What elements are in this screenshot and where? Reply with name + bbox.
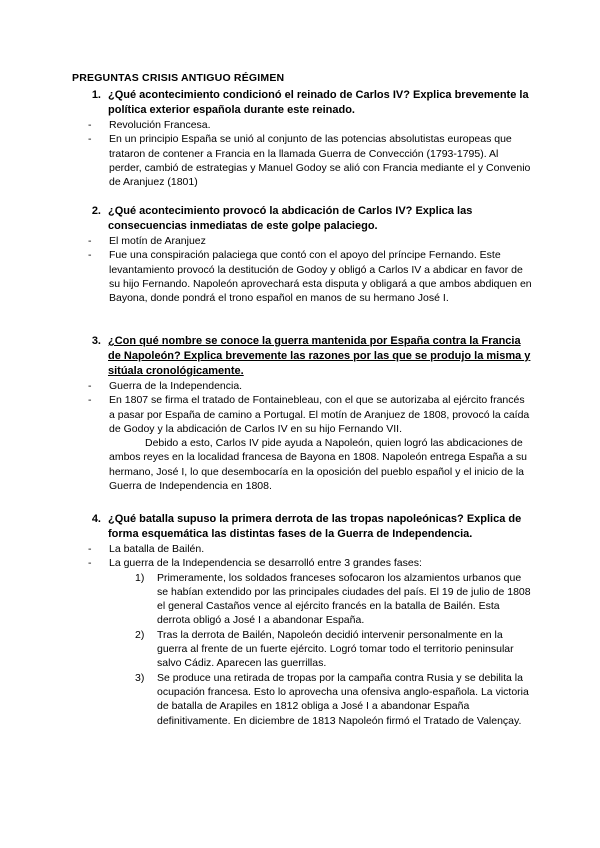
dash-bullet: -: [88, 380, 92, 392]
question-text: ¿Qué batalla supuso la primera derrota de las tropas napoleónicas? Explica de forma esquemática las distintas fases de la Guerra de Independencia.: [108, 513, 522, 540]
question-heading: [72, 512, 532, 542]
phase-number: 3): [135, 671, 145, 684]
phase-number: 2): [135, 628, 145, 641]
answer-paragraph: La guerra de la Independencia se desarrolló entre 3 grandes fases:: [109, 557, 422, 570]
dash-bullet: -: [88, 543, 92, 555]
question-number: 1.: [91, 89, 101, 101]
answer-text: Fue una conspiración palaciega que contó con el apoyo del príncipe Fernando. Este levantamiento provocó la destitución de Godoy y obligó a Carlos IV a abdicar en favor de su hijo Fernando. Napoleón aprovechará esta disputa y obligará a que ambos abdiquen en Bayona, donde pondrá el trono español en manos de su hermano José I.: [109, 249, 532, 305]
answer-item: [72, 234, 532, 248]
question-text: ¿Qué acontecimiento provocó la abdicación de Carlos IV? Explica las consecuencias inmediatas de este golpe palaciego.: [108, 205, 473, 232]
phase-item: [129, 628, 532, 671]
question-heading: [72, 204, 532, 234]
dash-bullet: -: [88, 394, 92, 407]
dash-bullet: -: [88, 119, 92, 131]
answer-text: Guerra de la Independencia.: [109, 380, 243, 392]
phase-text: Tras la derrota de Bailén, Napoleón decidió intervenir personalmente en la guerra al frente de un fuerte ejército. Logró tomar todo el territorio peninsular salvo Cádiz. Aparecen las guerrillas.: [157, 628, 514, 670]
question-2: [72, 204, 532, 305]
phase-item: [129, 671, 532, 728]
dash-bullet: -: [88, 557, 92, 570]
answer-item: [72, 118, 532, 132]
question-3: [72, 334, 532, 493]
answer-text: El motín de Aranjuez: [109, 235, 206, 247]
phase-text: Primeramente, los soldados franceses sofocaron los alzamientos urbanos que se habían extendido por las principales ciudades del país. El 19 de julio de 1808 el general Castaños vence al ejército francés en la batalla de Bailén. Esta derrota obligó a José I a abandonar España.: [157, 571, 531, 627]
answer-item: [72, 393, 532, 493]
dash-bullet: -: [88, 235, 92, 247]
phase-text: Se produce una retirada de tropas por la campaña contra Rusia y se debilita la ocupación francesa. Esto lo aprovecha una ofensiva anglo-española. La victoria de batalla de Arapiles en 1812 obliga a José I a abandonar España definitivamente. En diciembre de 1813 Napoleón firmó el Tratado de Valençay.: [157, 671, 529, 727]
answer-list: [72, 379, 532, 493]
question-4: [72, 512, 532, 728]
document-title: PREGUNTAS CRISIS ANTIGUO RÉGIMEN: [72, 72, 285, 84]
question-number: 2.: [91, 205, 101, 217]
answer-item: [72, 248, 532, 305]
answer-list: [72, 118, 532, 189]
answer-paragraph: En 1807 se firma el tratado de Fontainebleau, con el que se autorizaba al ejército francés a pasar por España de camino a Portugal. El motín de Aranjuez de 1808, provocó la caída de Godoy y la abdicación de Carlos IV en su hijo Fernando VII.: [109, 394, 530, 435]
question-number: 4.: [91, 513, 101, 525]
question-text: ¿Con qué nombre se conoce la guerra mantenida por España contra la Francia de Napoleón? Explica brevemente las razones por las que se produjo la misma y sitúala cronológicamente.: [108, 335, 531, 377]
answer-text: En un principio España se unió al conjunto de las potencias absolutistas europeas que trataron de contener a Francia en la llamada Guerra de Convección (1793-1795). Al perder, cambió de estrategias y Manuel Godoy se alió con Francia mediante el y Convenio de Aranjuez (1801): [109, 133, 531, 189]
answer-item: [72, 132, 532, 189]
answer-item: [72, 556, 532, 728]
question-heading: [72, 334, 532, 379]
question-number: 3.: [91, 335, 101, 347]
question-heading: [72, 88, 532, 118]
answer-list: [72, 542, 532, 728]
answer-text: Revolución Francesa.: [109, 119, 211, 131]
answer-item: [72, 379, 532, 393]
dash-bullet: -: [88, 133, 92, 146]
answer-list: [72, 234, 532, 305]
question-text: ¿Qué acontecimiento condicionó el reinado de Carlos IV? Explica brevemente la política exterior española durante este reinado.: [108, 89, 529, 116]
answer-item: [72, 542, 532, 556]
dash-bullet: -: [88, 249, 92, 262]
phase-item: [129, 571, 532, 628]
question-1: [72, 88, 532, 189]
answer-text: La batalla de Bailén.: [109, 543, 205, 555]
answer-paragraph: Debido a esto, Carlos IV pide ayuda a Napoleón, quien logró las abdicaciones de ambos reyes en la localidad francesa de Bayona en 1808. Napoleón entrega España a su hermano, José I, lo que desembocaría en la oposición del pueblo español y el inicio de la Guerra de Independencia en 1808.: [109, 437, 527, 493]
phase-number: 1): [135, 571, 145, 584]
answer-text: [109, 393, 532, 493]
answer-text: [109, 556, 532, 728]
